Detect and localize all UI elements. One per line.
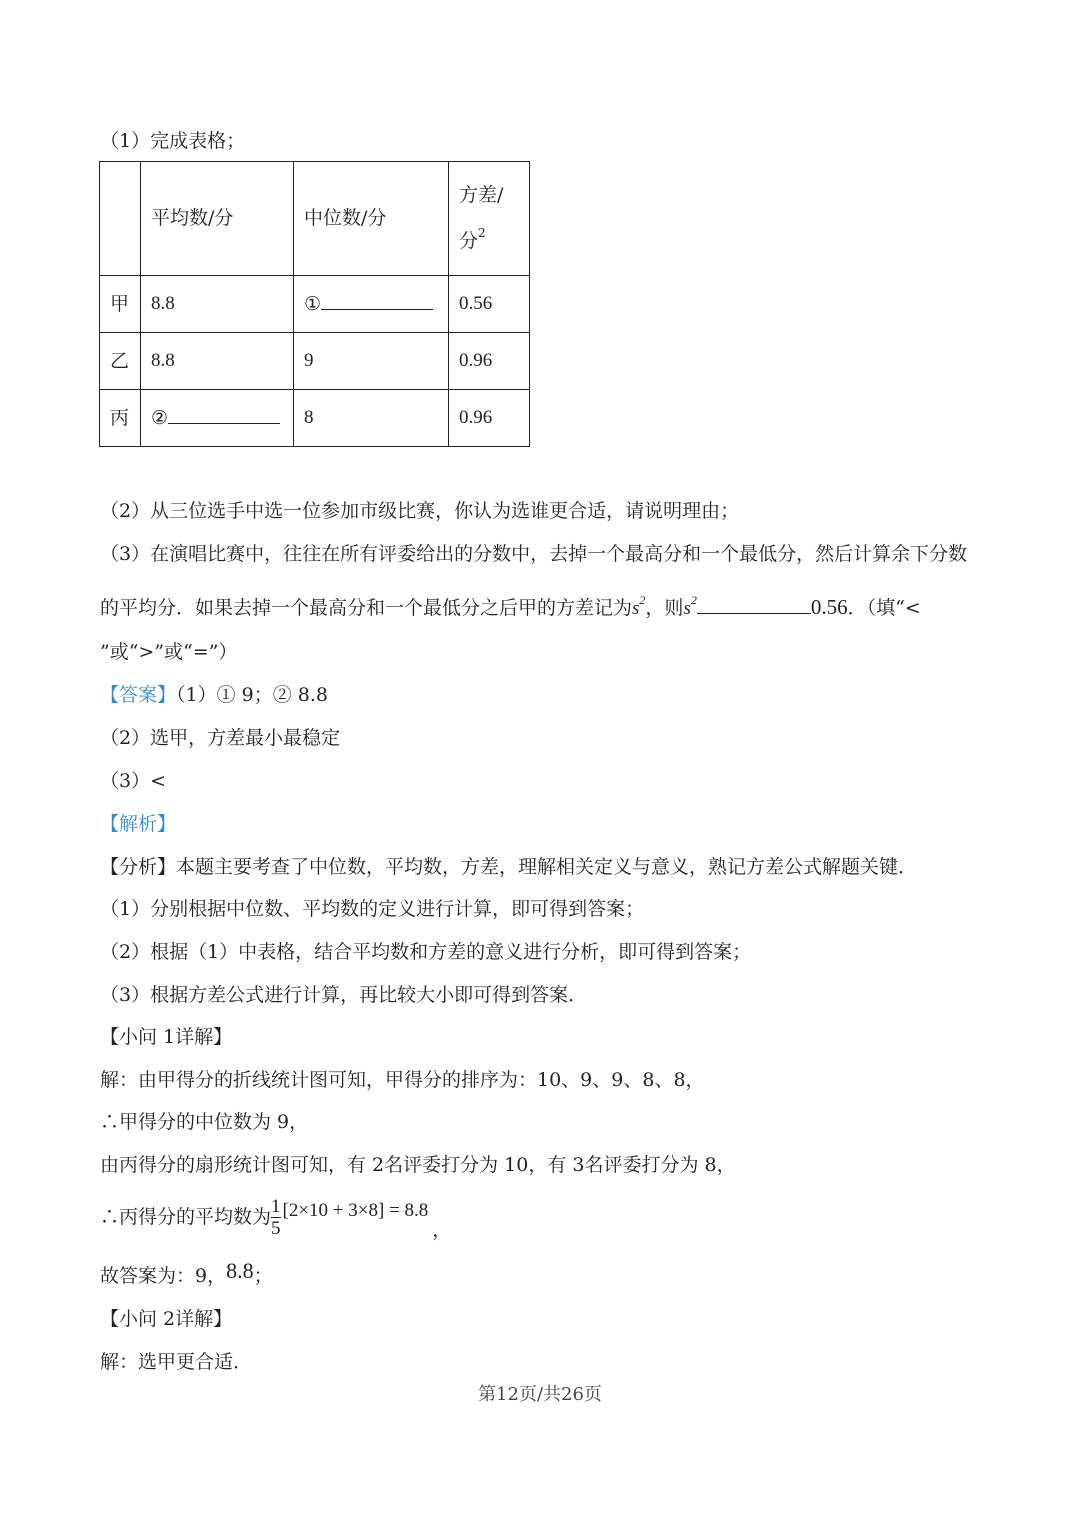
answer-blank-1[interactable] <box>321 293 433 310</box>
header-median: 中位数/分 <box>294 162 449 276</box>
row-median: 8 <box>294 390 449 447</box>
table-row <box>100 276 530 333</box>
answer-3: （3）< <box>100 770 167 792</box>
calc-line <box>100 1195 451 1240</box>
blank-marker-2: ② <box>151 406 169 429</box>
answer-line-1 <box>100 686 328 705</box>
calc-prefix: ∴丙得分的平均数为 <box>100 1206 272 1228</box>
fraction <box>271 1197 281 1239</box>
part-2-tag: 【小问 2详解】 <box>100 1308 233 1330</box>
row-mean: 8.8 <box>141 276 294 333</box>
header-variance: 方差/ 分$^2$ <box>449 162 530 276</box>
row-name: 甲 <box>100 276 141 333</box>
conclusion-suffix: ； <box>253 1265 273 1287</box>
analysis-line: （2）根据（1）中表格，结合平均数和方差的意义进行分析，即可得到答案； <box>100 941 752 963</box>
part-2-text: 解：选甲更合适． <box>100 1351 253 1373</box>
question-3-text-c: ．（填“< <box>847 597 921 619</box>
answer-tag: 【答案】 <box>100 684 177 706</box>
analysis-tag: 【解析】 <box>100 813 177 835</box>
question-3-line-1: （3）在演唱比赛中，往往在所有评委给出的分数中，去掉一个最高分和一个最低分，然后计算余下分数 <box>100 543 968 565</box>
fraction-denominator: 5 <box>271 1217 281 1239</box>
analysis-line: 解：由甲得分的折线统计图可知，甲得分的排序为：10、9、9、8、8， <box>100 1069 705 1091</box>
header-mean: 平均数/分 <box>141 162 294 276</box>
question-2: （2）从三位选手中选一位参加市级比赛，你认为选谁更合适，请说明理由； <box>100 500 740 522</box>
question-3-line-3: ”或“>”或“=”） <box>100 641 238 663</box>
fraction-numerator: 1 <box>271 1195 281 1217</box>
analysis-line: 【小问 1详解】 <box>100 1026 233 1048</box>
table-header-row <box>100 162 530 276</box>
question-1: （1）完成表格； <box>100 130 246 152</box>
header-variance-line2: 分 <box>459 229 479 252</box>
header-empty <box>100 162 141 276</box>
page-footer: 第12页/共26页 <box>478 1384 602 1405</box>
analysis-line: （1）分别根据中位数、平均数的定义进行计算，即可得到答案； <box>100 898 645 920</box>
question-3-line-2 <box>100 594 921 618</box>
analysis-line: 由丙得分的扇形统计图可知，有 2名评委打分为 10，有 3名评委打分为 8， <box>100 1154 736 1176</box>
question-3-value: 0.56 <box>810 595 848 619</box>
conclusion-value: 8.8 <box>226 1258 254 1283</box>
blank-marker-1: ① <box>304 292 322 315</box>
variance-symbol: $s^2$ <box>632 593 646 619</box>
header-variance-line1: 方差/ <box>459 183 504 206</box>
row-variance: 0.96 <box>449 333 530 390</box>
row-variance: 0.56 <box>449 276 530 333</box>
row-median <box>294 276 449 333</box>
row-mean: 8.8 <box>141 333 294 390</box>
answer-blank-3[interactable] <box>697 597 811 614</box>
question-3-text-a: 的平均分．如果去掉一个最高分和一个最低分之后甲的方差记为 <box>100 597 633 619</box>
table-row <box>100 333 530 390</box>
calc-expression: [2×10 + 3×8] = 8.8 <box>282 1200 429 1221</box>
table-row <box>100 390 530 447</box>
row-name: 丙 <box>100 390 141 447</box>
stats-table <box>99 161 530 447</box>
question-3-text-b: ，则 <box>645 597 684 619</box>
row-median: 9 <box>294 333 449 390</box>
calc-suffix: ， <box>432 1219 452 1241</box>
conclusion-prefix: 故答案为：9， <box>100 1265 227 1287</box>
analysis-line: （3）根据方差公式进行计算，再比较大小即可得到答案． <box>100 984 588 1006</box>
analysis-line: 【分析】本题主要考查了中位数，平均数，方差，理解相关定义与意义，熟记方差公式解题关键． <box>100 856 918 878</box>
conclusion-line <box>100 1258 273 1287</box>
answer-blank-2[interactable] <box>168 407 280 424</box>
variance-symbol-2: $s^2$ <box>683 593 697 619</box>
analysis-line: ∴甲得分的中位数为 9， <box>100 1111 309 1133</box>
row-variance: 0.96 <box>449 390 530 447</box>
row-mean <box>141 390 294 447</box>
answer-1: （1）① 9；② 8.8 <box>176 684 328 706</box>
row-name: 乙 <box>100 333 141 390</box>
answer-2: （2）选甲，方差最小最稳定 <box>100 727 341 749</box>
